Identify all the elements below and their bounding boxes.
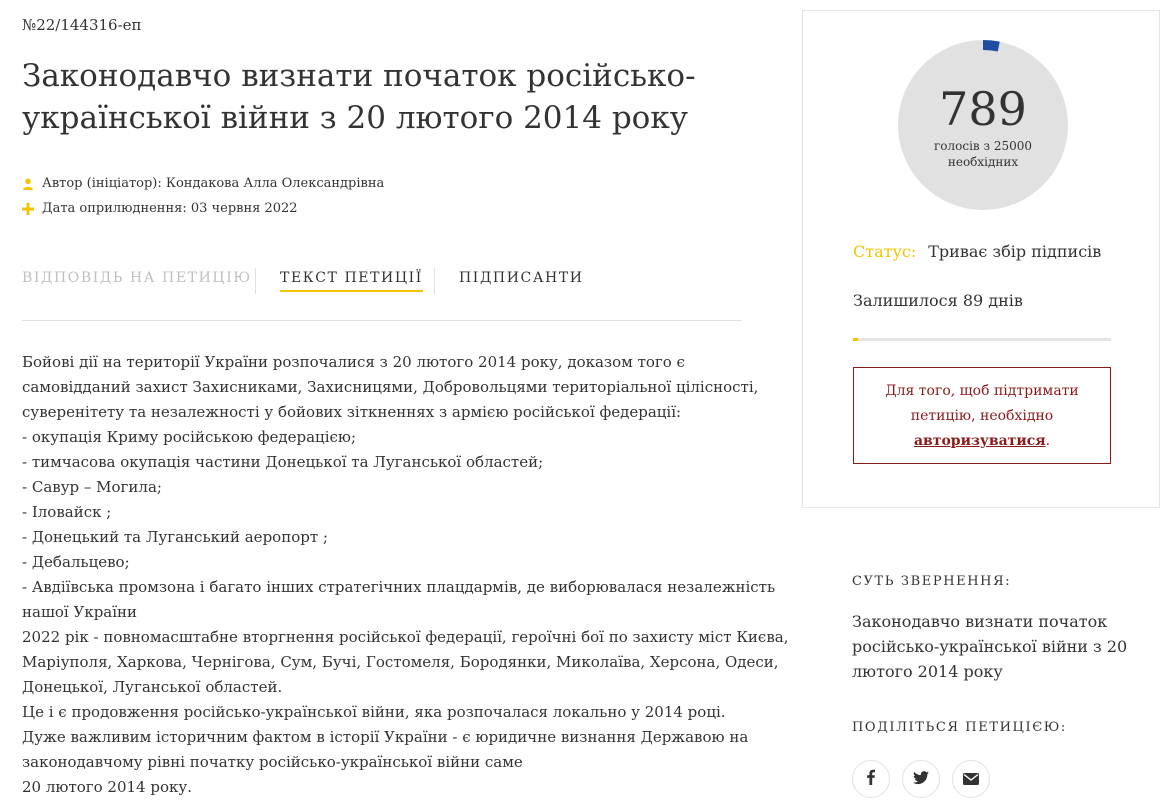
body-line: - Авдіївська промзона і багато інших стратегічних плацдармів, де виборювалася незалежність xyxy=(22,578,776,596)
tab-answer[interactable]: ВІДПОВІДЬ НА ПЕТИЦІЮ xyxy=(22,270,252,286)
petition-tabs xyxy=(22,270,742,321)
essence-label: СУТЬ ЗВЕРНЕННЯ: xyxy=(852,574,1012,589)
author-label: Автор (ініціатор): xyxy=(42,176,162,191)
body-line: Це і є продовження російсько-української війни, яка розпочалася локально у 2014 році. xyxy=(22,703,726,721)
date-meta xyxy=(22,201,298,216)
tab-separator xyxy=(434,268,435,294)
body-line: Дуже важливим історичним фактом в історії України - є юридичне визнання Державою на xyxy=(22,728,749,746)
body-line: суверенітету та незалежності у бойових зіткненнях з армією російської федерації: xyxy=(22,403,682,421)
body-line: Маріуполя, Харкова, Чернігова, Сум, Бучі, Гостомеля, Бородянки, Миколаїва, Херсона, Одеси, xyxy=(22,653,779,671)
login-link[interactable]: авторизуватися xyxy=(913,433,1046,449)
body-line: законодавчому рівні початку російсько-української війни саме xyxy=(22,753,523,771)
auth-line: Для того, щоб підтримати xyxy=(885,383,1079,399)
days-progress-bar xyxy=(853,338,1111,341)
essence-text: Законодавчо визнати початок російсько-української війни з 20 лютого 2014 року xyxy=(852,612,1128,681)
plus-icon xyxy=(22,203,38,215)
status-label: Статус: xyxy=(853,242,917,261)
share-email-button[interactable] xyxy=(952,760,990,798)
body-line: 2022 рік - повномасштабне вторгнення російської федерації, героїчні бої по захисту міст Києва, xyxy=(22,628,789,646)
author-meta xyxy=(22,176,384,191)
body-line: Бойові дії на території України розпочалися з 20 лютого 2014 року, доказом того є xyxy=(22,353,685,371)
body-line: - Савур – Могила; xyxy=(22,478,162,496)
auth-line: петицію, необхідно xyxy=(910,408,1054,424)
author-name: Кондакова Алла Олександрівна xyxy=(165,176,385,191)
share-buttons xyxy=(852,760,990,798)
facebook-icon xyxy=(864,769,878,789)
body-line: Донецької, Луганської областей. xyxy=(22,678,283,696)
petition-body xyxy=(22,350,789,800)
twitter-icon xyxy=(913,770,929,789)
date-label: Дата оприлюднення: xyxy=(42,201,187,216)
share-label: ПОДІЛІТЬСЯ ПЕТИЦІЄЮ: xyxy=(852,720,1067,735)
votes-count: 789 xyxy=(939,82,1027,136)
days-progress-fill xyxy=(853,338,858,341)
publish-date: 03 червня 2022 xyxy=(190,201,298,216)
status-row xyxy=(853,242,1101,261)
petition-number: №22/144316-еп xyxy=(22,16,142,34)
votes-circle xyxy=(898,40,1068,210)
tab-petition-text[interactable]: ТЕКСТ ПЕТИЦІЇ xyxy=(280,270,423,292)
auth-line xyxy=(854,429,1110,454)
auth-notice xyxy=(853,367,1111,464)
body-line: нашої України xyxy=(22,603,138,621)
tab-signers[interactable]: ПІДПИСАНТИ xyxy=(459,270,584,286)
share-facebook-button[interactable] xyxy=(852,760,890,798)
body-line: - Дебальцево; xyxy=(22,553,130,571)
share-twitter-button[interactable] xyxy=(902,760,940,798)
votes-caption xyxy=(898,138,1068,170)
auth-suffix: . xyxy=(1045,433,1051,449)
votes-caption-line: голосів з 25000 xyxy=(933,139,1033,153)
body-line: - Іловайск ; xyxy=(22,503,112,521)
body-line: 20 лютого 2014 року. xyxy=(22,778,192,796)
status-value: Триває збір підписів xyxy=(928,242,1102,261)
body-line: - Донецький та Луганський аеропорт ; xyxy=(22,528,328,546)
days-remaining: Залишилося 89 днів xyxy=(853,291,1023,310)
votes-caption-line: необхідних xyxy=(947,155,1019,169)
votes-panel xyxy=(802,10,1160,508)
body-line: самовідданий захист Захисниками, Захисницями, Добровольцями територіальної цілісності, xyxy=(22,378,759,396)
email-icon xyxy=(963,770,979,789)
body-line: - окупація Криму російською федерацією; xyxy=(22,428,357,446)
petition-title: Законодавчо визнати початок російсько-української війни з 20 лютого 2014 року xyxy=(22,58,696,136)
body-line: - тимчасова окупація частини Донецької та Луганської областей; xyxy=(22,453,544,471)
user-icon xyxy=(22,178,38,190)
tab-separator xyxy=(255,268,256,294)
